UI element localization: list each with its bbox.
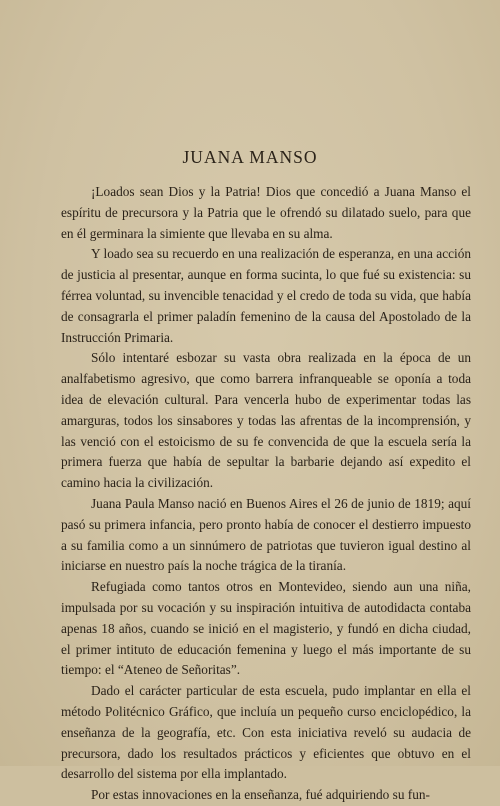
paragraph: Por estas innovaciones en la enseñanza, fué adquiriendo su fun- <box>91 787 430 803</box>
paragraph: Sólo intentaré esbozar su vasta obra realizada en la época de un analfabetismo agresivo, que como barrera infranqueable se oponía a toda idea de elevación cultural. Para vencerla hubo de experimentar todas las amarguras, todos los sinsabores y todas las afrentas de la incomprensión, y las venció con el estoicismo de su fe convencida de que la escuela sería la primera fuerza que había de sepultar la barbarie dejando así expedito el camino hacia la civilización. <box>61 350 471 491</box>
paragraph: Juana Paula Manso nació en Buenos Aires el 26 de junio de 1819; aquí pasó su primera infancia, pero pronto había de conocer el destierro impuesto a su familia como a un sinnúmero de patriotas que tuvieron igual destino al iniciarse en nuestro país la noche trágica de la tiranía. <box>61 495 471 574</box>
paragraph: Refugiada como tantos otros en Montevideo, siendo aun una niña, impulsada por su vocación y su inspiración intuitiva de autodidacta contaba apenas 18 años, cuando se inició en el magisterio, y fundó en dicha ciudad, el primer intituto de educación femenina y luego el más importante de su tiempo: el “Ateneo de Señoritas”. <box>61 579 471 678</box>
paragraph: ¡Loados sean Dios y la Patria! Dios que concedió a Juana Manso el espíritu de precursora y la Patria que le ofrendó su dilatado suelo, para que en él germinara la simiente que llevaba en su alma. <box>61 184 471 241</box>
paragraph: Dado el carácter particular de esta escuela, pudo implantar en ella el método Politécnico Gráfico, que incluía un pequeño curso enciclopédico, la enseñanza de la geografía, etc. Con esta iniciativa reveló su audacia de precursora, dado los resultados prácticos y eficientes que obtuvo en el desarrollo del sistema por ella implantado. <box>61 683 471 782</box>
chapter-title: JUANA MANSO <box>182 147 318 167</box>
chapter-body <box>61 182 471 806</box>
paragraph: Y loado sea su recuerdo en una realización de esperanza, en una acción de justicia al presentar, aunque en forma sucinta, lo que fué su existencia: su férrea voluntad, su invencible tenacidad y el credo de toda su vida, que había de consagrarla el primer paladín femenino de la causa del Apostolado de la Instrucción Primaria. <box>61 246 471 345</box>
